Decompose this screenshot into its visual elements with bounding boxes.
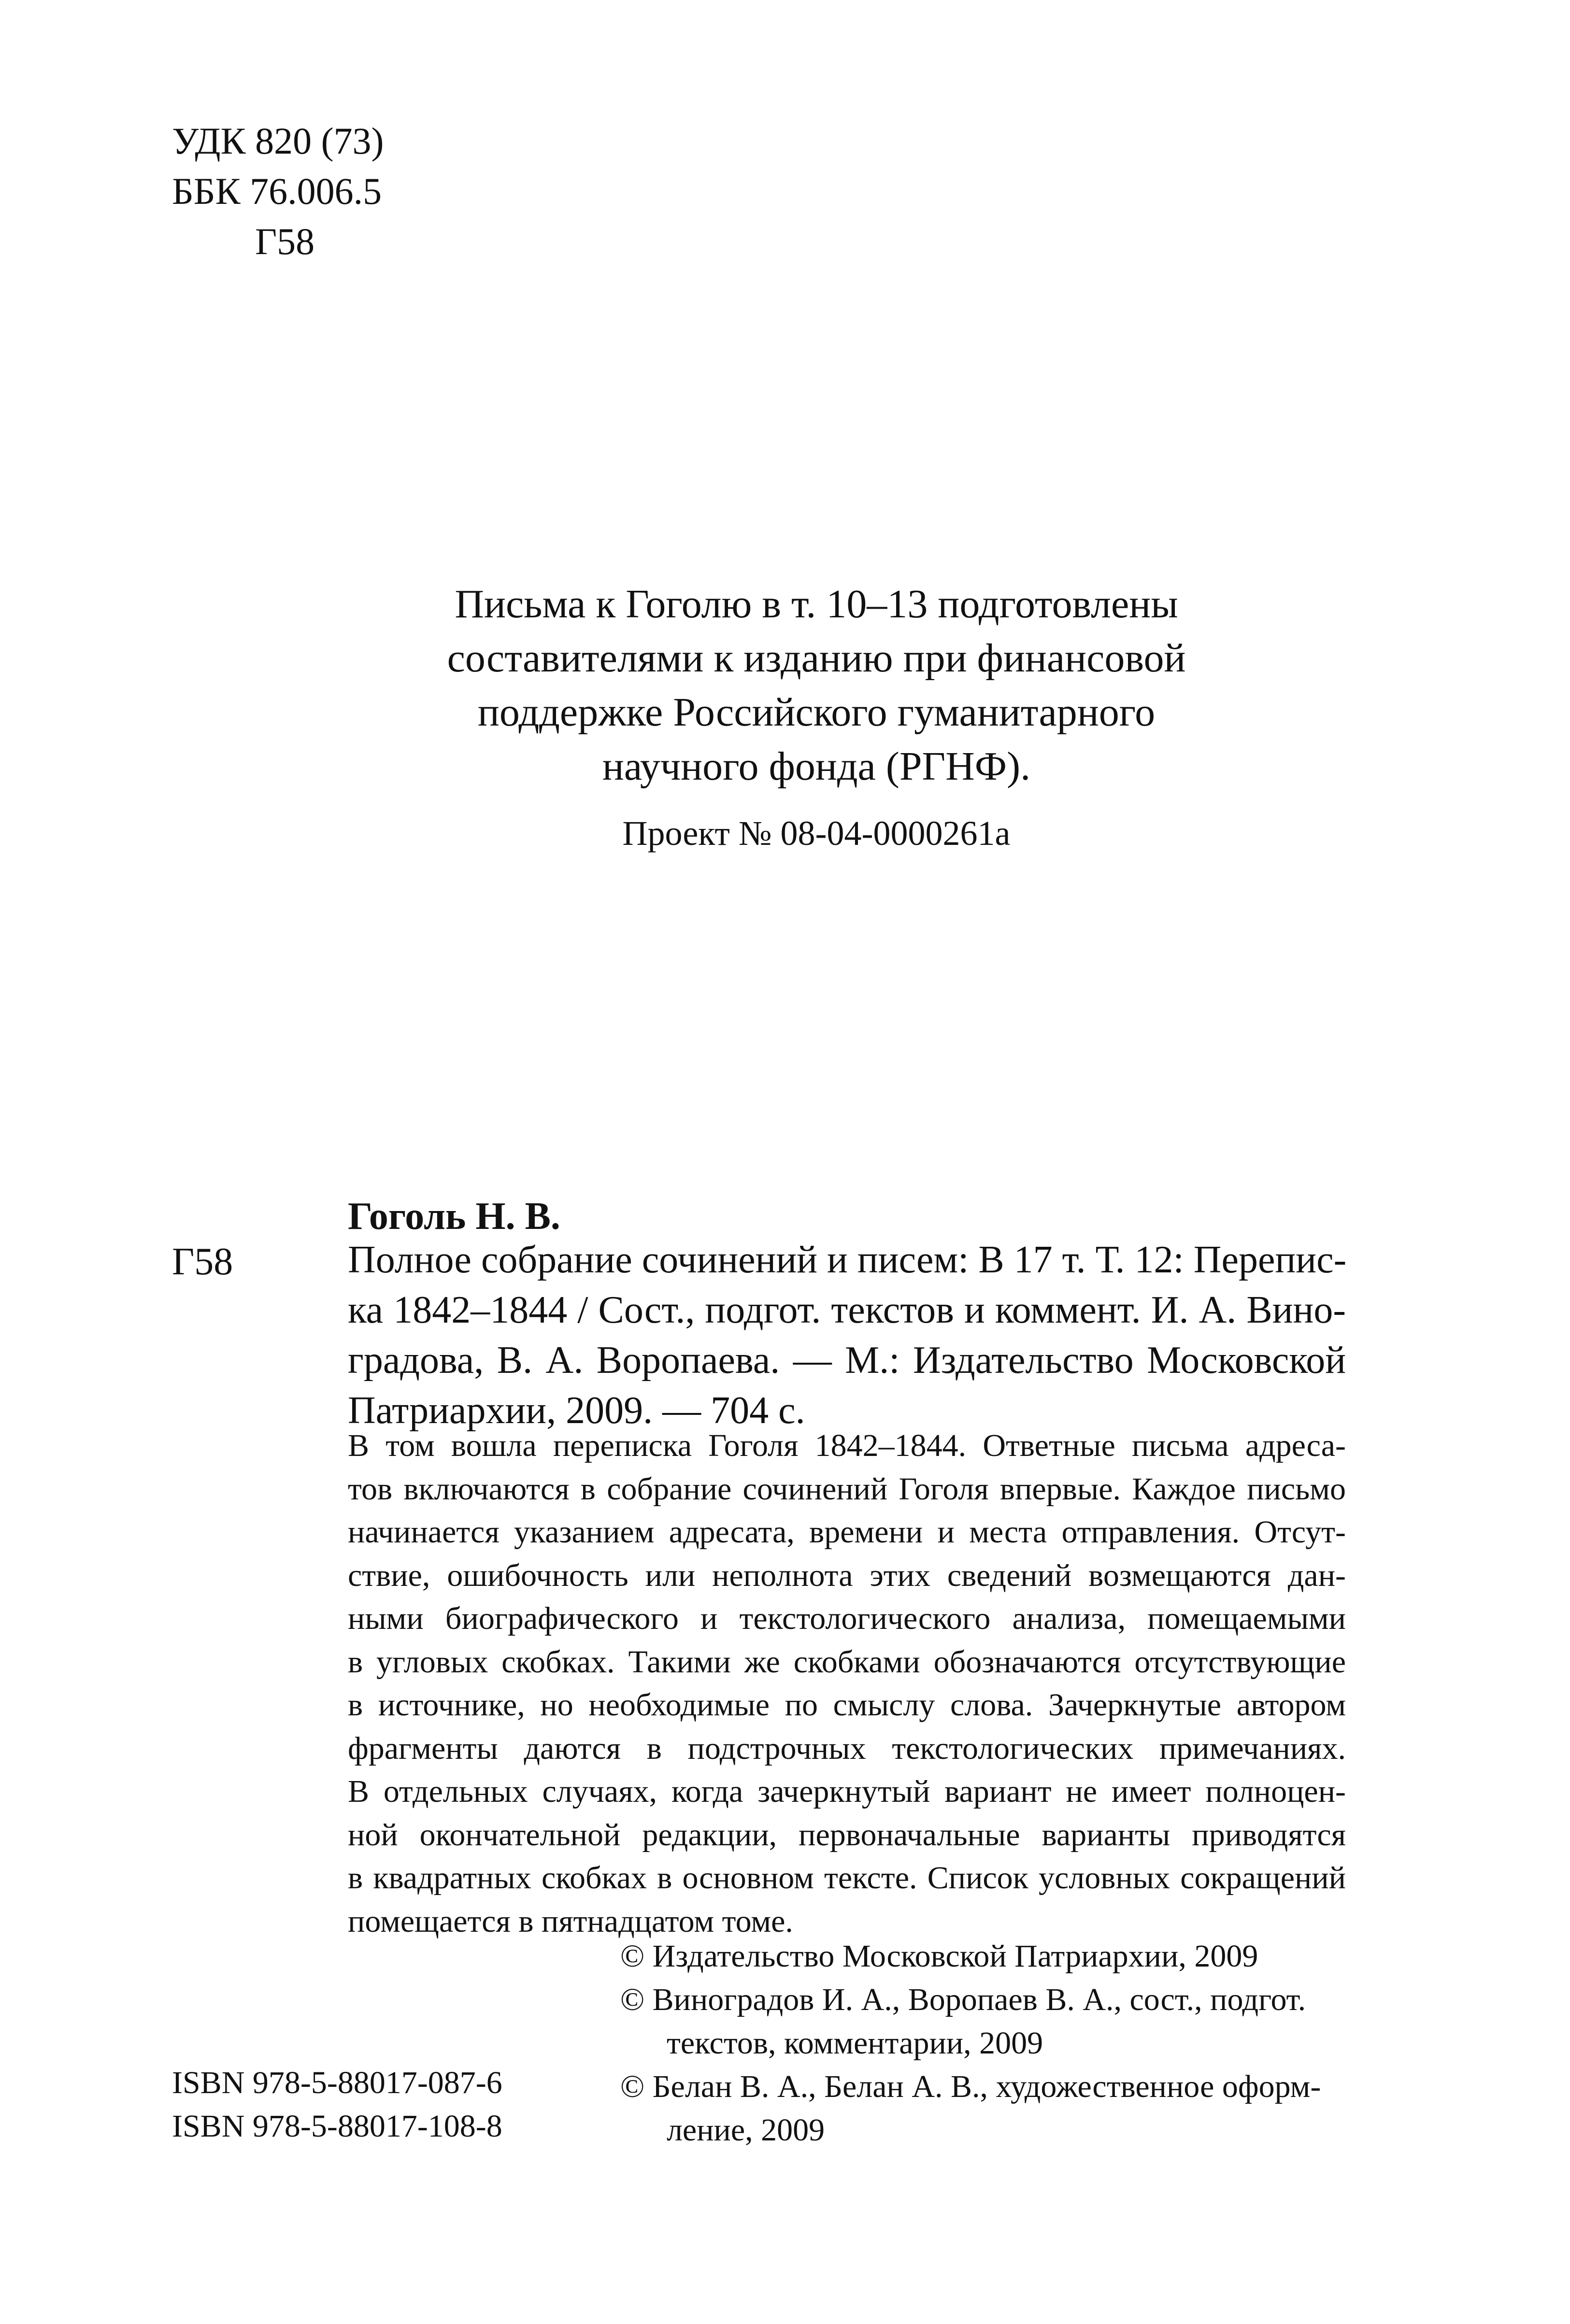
copyright-line: © Издательство Московской Патриархии, 2009 bbox=[620, 1939, 1258, 1974]
entry-call-number: Г58 bbox=[172, 1240, 233, 1283]
copyright-line: ление, 2009 bbox=[667, 2112, 825, 2148]
bibliographic-description bbox=[348, 1235, 1346, 1436]
isbn-line: ISBN 978-5-88017-087-6 bbox=[172, 2065, 502, 2100]
entry-author: Гоголь Н. В. bbox=[348, 1195, 560, 1238]
copyright-line: текстов, комментарии, 2009 bbox=[667, 2025, 1043, 2061]
project-number: Проект № 08-04-0000261а bbox=[622, 814, 1011, 853]
grant-line: научного фонда (РГНФ). bbox=[602, 744, 1031, 789]
copyright-block bbox=[620, 1935, 1345, 2152]
grant-line: Письма к Гоголю в т. 10–13 подготовлены bbox=[455, 582, 1178, 627]
biblio-line: градова, В. А. Воропаева. — М.: Издательство Московской bbox=[348, 1339, 1346, 1382]
annotation bbox=[348, 1424, 1346, 1943]
annotation-line: ной окончательной редакции, первоначальные варианты приводятся bbox=[348, 1817, 1346, 1853]
classification-block bbox=[172, 116, 384, 267]
author-mark: Г58 bbox=[255, 220, 315, 262]
copyright-line: © Виноградов И. А., Воропаев В. А., сост., подгот. bbox=[620, 1982, 1306, 2017]
annotation-line: ствие, ошибочность или неполнота этих сведений возмещаются дан- bbox=[348, 1557, 1346, 1593]
biblio-line: Полное собрание сочинений и писем: В 17 т. Т. 12: Перепис- bbox=[348, 1239, 1347, 1281]
biblio-line: Патриархии, 2009. — 704 с. bbox=[348, 1389, 805, 1432]
annotation-line: В том вошла переписка Гоголя 1842–1844. Ответные письма адреса- bbox=[348, 1428, 1346, 1463]
annotation-line: в квадратных скобках в основном тексте. Список условных сокращений bbox=[348, 1860, 1346, 1896]
annotation-line: в источнике, но необходимые по смыслу слова. Зачеркнутые автором bbox=[348, 1687, 1346, 1723]
udk-code: УДК 820 (73) bbox=[172, 120, 384, 162]
grant-line: составителями к изданию при финансовой bbox=[447, 636, 1186, 681]
annotation-line: помещается в пятнадцатом томе. bbox=[348, 1903, 793, 1939]
annotation-line: В отдельных случаях, когда зачеркнутый вариант не имеет полноцен- bbox=[348, 1774, 1346, 1809]
biblio-line: ка 1842–1844 / Сост., подгот. текстов и коммент. И. А. Вино- bbox=[348, 1289, 1346, 1331]
copyright-line: © Белан В. А., Белан А. В., художественное оформ- bbox=[620, 2069, 1321, 2104]
bbk-code: ББК 76.006.5 bbox=[172, 170, 382, 212]
annotation-line: в угловых скобках. Такими же скобками обозначаются отсутствующие bbox=[348, 1644, 1346, 1680]
isbn-line: ISBN 978-5-88017-108-8 bbox=[172, 2109, 502, 2144]
annotation-line: фрагменты даются в подстрочных текстологических примечаниях. bbox=[348, 1730, 1346, 1766]
annotation-line: начинается указанием адресата, времени и места отправления. Отсут- bbox=[348, 1514, 1346, 1550]
grant-note bbox=[435, 577, 1198, 856]
annotation-line: тов включаются в собрание сочинений Гоголя впервые. Каждое письмо bbox=[348, 1471, 1346, 1507]
isbn-block bbox=[172, 2061, 502, 2148]
annotation-line: ными биографического и текстологического анализа, помещаемыми bbox=[348, 1601, 1346, 1636]
grant-line: поддержке Российского гуманитарного bbox=[477, 690, 1156, 735]
